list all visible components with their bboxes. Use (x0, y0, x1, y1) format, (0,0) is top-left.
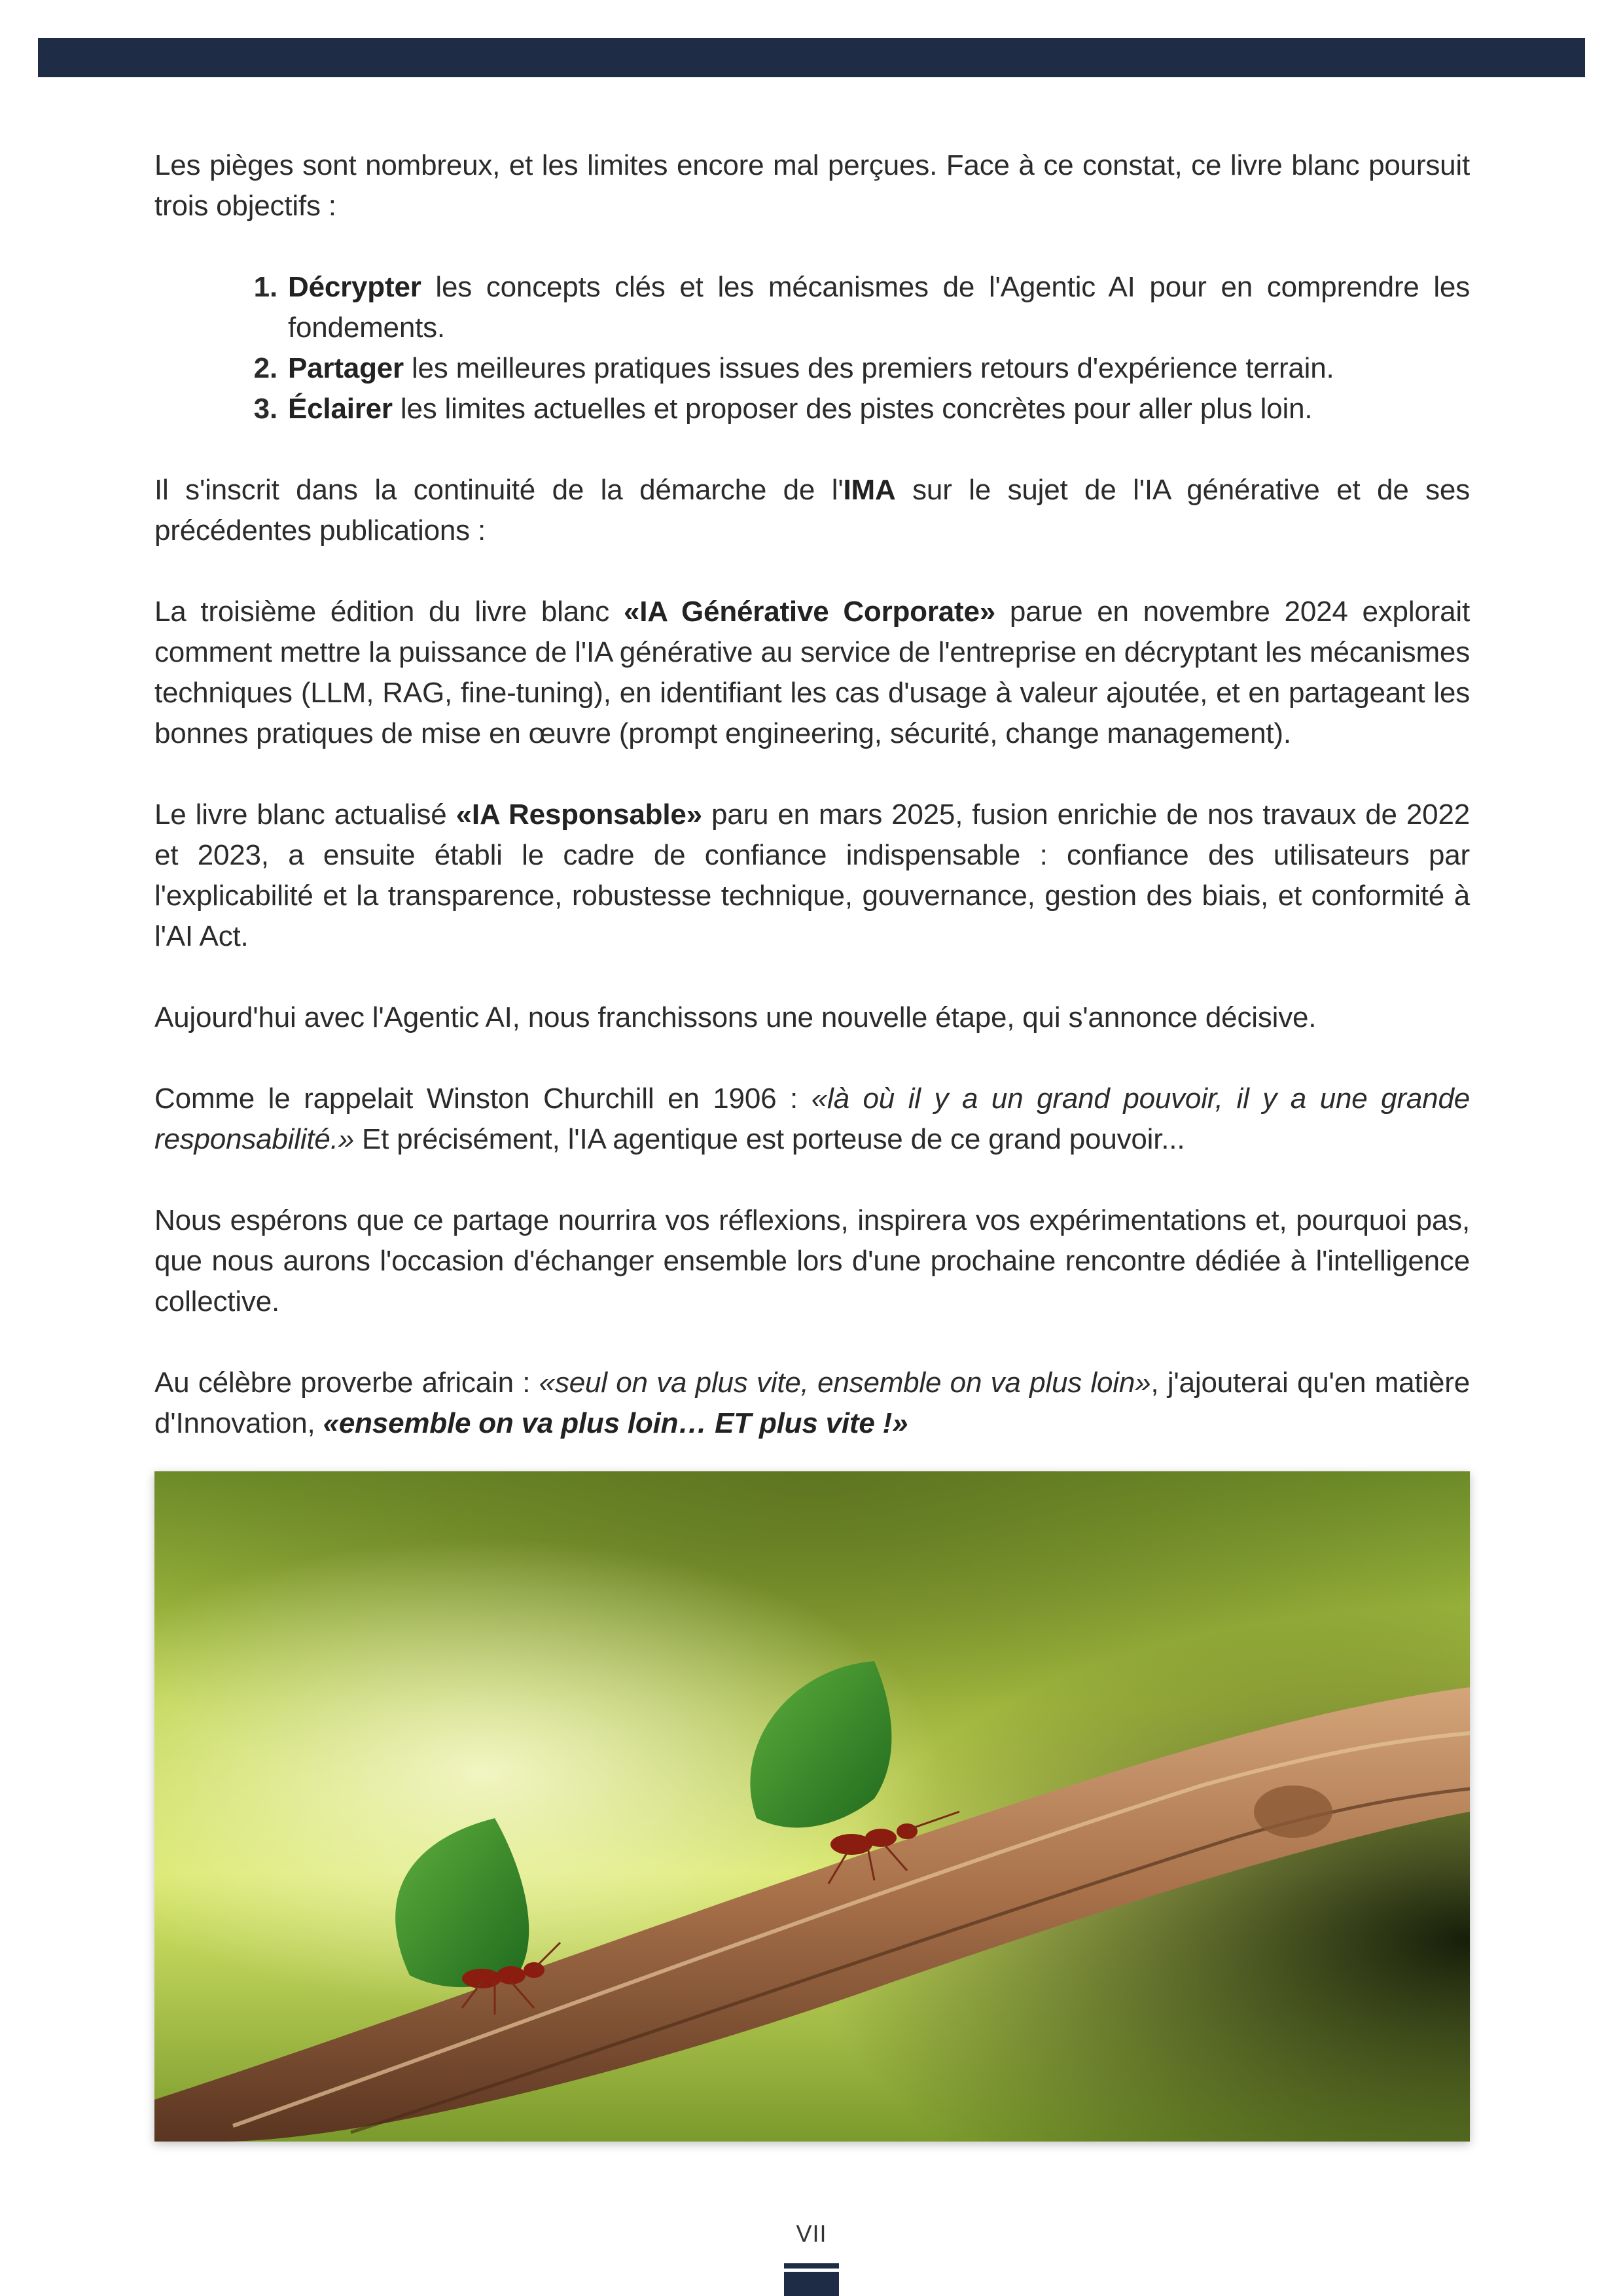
today-paragraph: Aujourd'hui avec l'Agentic AI, nous franchissons une nouvelle étape, qui s'annonce décisive. (154, 1001, 1317, 1033)
objectives-list (154, 267, 1470, 429)
header-bar (38, 38, 1585, 77)
churchill-paragraph: Comme le rappelait Winston Churchill en 1906 : «là où il y a un grand pouvoir, il y a une grande responsabilité.» Et précisément, l'IA agentique est porteuse de ce grand pouvoir... (154, 1083, 1470, 1155)
proverb-paragraph: Au célèbre proverbe africain : «seul on va plus vite, ensemble on va plus loin», j'ajouterai qu'en matière d'Innovation, «ensemble on va plus loin… ET plus vite !» (154, 1367, 1470, 1439)
list-item: 2. Partager les meilleures pratiques issues des premiers retours d'expérience terrain. (285, 348, 1470, 389)
footer-tab (784, 2263, 839, 2296)
hope-paragraph: Nous espérons que ce partage nourrira vos réflexions, inspirera vos expérimentations et, pourquoi pas, que nous aurons l'occasion d'échanger ensemble lors d'une prochaine rencontre dédiée à l'intelligence collective. (154, 1204, 1470, 1318)
main-text (154, 145, 1470, 1484)
list-item: 1. Décrypter les concepts clés et les mécanismes de l'Agentic AI pour en comprendre les fondements. (285, 267, 1470, 348)
ants-photo (154, 1471, 1470, 2142)
corporate-paragraph: La troisième édition du livre blanc «IA Générative Corporate» parue en novembre 2024 explorait comment mettre la puissance de l'IA générative au service de l'entreprise en décryptant les mécanismes techniques (LLM, RAG, fine-tuning), en identifiant les cas d'usage à valeur ajoutée, et en partageant les bonnes pratiques de mise en œuvre (prompt engineering, sécurité, change management). (154, 596, 1470, 749)
responsable-paragraph: Le livre blanc actualisé «IA Responsable» paru en mars 2025, fusion enrichie de nos travaux de 2022 et 2023, a ensuite établi le cadre de confiance indispensable : confiance des utilisateurs par l'explicabilité et la transparence, robustesse technique, gouvernance, gestion des biais, et conformité à l'AI Act. (154, 798, 1470, 952)
list-item: 3. Éclairer les limites actuelles et proposer des pistes concrètes pour aller plus loin. (285, 389, 1470, 429)
page-number: VII (796, 2220, 827, 2247)
intro-paragraph: Les pièges sont nombreux, et les limites encore mal perçues. Face à ce constat, ce livre blanc poursuit trois objectifs : (154, 149, 1470, 222)
continuity-paragraph: Il s'inscrit dans la continuité de la démarche de l'IMA sur le sujet de l'IA générative et de ses précédentes publications : (154, 474, 1470, 547)
